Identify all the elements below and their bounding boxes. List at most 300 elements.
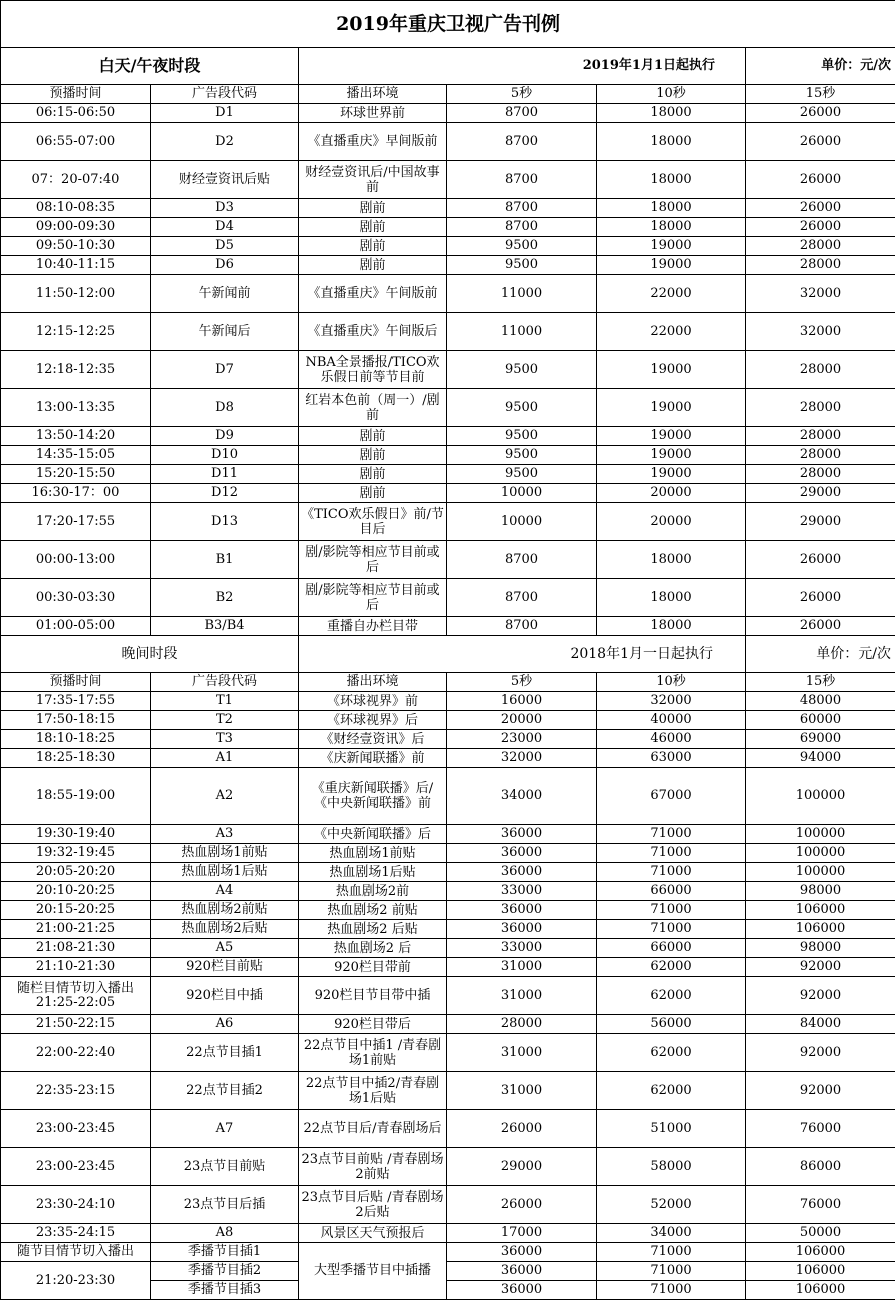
row-environment: 剧/影院等相应节目前或后 — [299, 579, 447, 617]
row-price-5s: 31000 — [447, 977, 597, 1015]
row-environment: 环球世界前 — [299, 104, 447, 123]
row-time: 06:15-06:50 — [1, 104, 151, 123]
row-code: D13 — [151, 503, 299, 541]
row-time: 23:35-24:15 — [1, 1224, 151, 1243]
night-section-label: 晚间时段 — [1, 636, 299, 673]
row-price-10s: 22000 — [597, 313, 746, 351]
row-price-5s: 36000 — [447, 920, 597, 939]
header-15s: 15秒 — [746, 673, 895, 692]
table-row — [1, 313, 895, 351]
row-time: 09:50-10:30 — [1, 237, 151, 256]
row-time: 12:15-12:25 — [1, 313, 151, 351]
row-price-10s: 18000 — [597, 579, 746, 617]
row-environment: 920栏目带后 — [299, 1015, 447, 1034]
row-environment: 920栏目节目带中插 — [299, 977, 447, 1015]
row-price-10s: 71000 — [597, 901, 746, 920]
row-code: D12 — [151, 484, 299, 503]
row-environment: 热血剧场1后贴 — [299, 863, 447, 882]
header-environment: 播出环境 — [299, 85, 447, 104]
row-time: 13:50-14:20 — [1, 427, 151, 446]
row-time: 17:50-18:15 — [1, 711, 151, 730]
table-row — [1, 275, 895, 313]
row-time: 20:10-20:25 — [1, 882, 151, 901]
day-unit-price: 单价：元/次 — [746, 48, 895, 85]
row-code: A5 — [151, 939, 299, 958]
row-price-15s: 100000 — [746, 863, 895, 882]
row-code: A1 — [151, 749, 299, 768]
column-header-row — [1, 85, 895, 104]
row-environment: 《TICO欢乐假日》前/节目后 — [299, 503, 447, 541]
row-price-15s: 28000 — [746, 446, 895, 465]
row-price-5s: 9500 — [447, 351, 597, 389]
row-environment: 重播自办栏目带 — [299, 617, 447, 636]
row-code: D4 — [151, 218, 299, 237]
table-row — [1, 711, 895, 730]
row-price-5s: 34000 — [447, 768, 597, 825]
row-price-15s: 26000 — [746, 161, 895, 199]
table-row — [1, 863, 895, 882]
row-code: D3 — [151, 199, 299, 218]
row-environment: NBA全景播报/TICO欢乐假日前等节目前 — [299, 351, 447, 389]
row-environment: 《财经壹资讯》后 — [299, 730, 447, 749]
row-price-5s: 9500 — [447, 237, 597, 256]
row-price-5s: 8700 — [447, 199, 597, 218]
row-code: A4 — [151, 882, 299, 901]
row-time: 22:00-22:40 — [1, 1034, 151, 1072]
row-price-15s: 29000 — [746, 503, 895, 541]
table-row — [1, 237, 895, 256]
row-time: 00:00-13:00 — [1, 541, 151, 579]
page-title: 2019年重庆卫视广告刊例 — [1, 1, 895, 48]
header-code: 广告段代码 — [151, 85, 299, 104]
row-price-15s: 26000 — [746, 579, 895, 617]
table-row — [1, 1072, 895, 1110]
row-price-15s: 84000 — [746, 1015, 895, 1034]
row-price-5s: 28000 — [447, 1015, 597, 1034]
row-price-5s: 9500 — [447, 465, 597, 484]
row-environment: 风景区天气预报后 — [299, 1224, 447, 1243]
row-time: 10:40-11:15 — [1, 256, 151, 275]
row-price-10s: 19000 — [597, 237, 746, 256]
row-time: 21:08-21:30 — [1, 939, 151, 958]
table-row — [1, 939, 895, 958]
row-time: 18:25-18:30 — [1, 749, 151, 768]
row-time: 23:00-23:45 — [1, 1148, 151, 1186]
header-5s: 5秒 — [447, 673, 597, 692]
row-environment: 剧/影院等相应节目前或后 — [299, 541, 447, 579]
row-environment: 22点节目中插2/青春剧场1后贴 — [299, 1072, 447, 1110]
row-code: 财经壹资讯后贴 — [151, 161, 299, 199]
row-environment: 剧前 — [299, 465, 447, 484]
row-code: A7 — [151, 1110, 299, 1148]
row-code: D6 — [151, 256, 299, 275]
row-price-5s: 31000 — [447, 1034, 597, 1072]
row-time: 15:20-15:50 — [1, 465, 151, 484]
table-row — [1, 977, 895, 1015]
season-price-15s: 106000 — [746, 1262, 895, 1281]
row-time: 18:10-18:25 — [1, 730, 151, 749]
row-time: 12:18-12:35 — [1, 351, 151, 389]
row-price-10s: 18000 — [597, 617, 746, 636]
row-code: 热血剧场1前贴 — [151, 844, 299, 863]
row-price-10s: 62000 — [597, 1034, 746, 1072]
row-environment: 《直播重庆》午间版前 — [299, 275, 447, 313]
row-time: 22:35-23:15 — [1, 1072, 151, 1110]
row-price-5s: 33000 — [447, 882, 597, 901]
season-price-15s: 106000 — [746, 1281, 895, 1300]
season-table-row — [1, 1262, 895, 1281]
header-time: 预播时间 — [1, 85, 151, 104]
row-code: A3 — [151, 825, 299, 844]
row-price-10s: 18000 — [597, 541, 746, 579]
row-price-5s: 8700 — [447, 161, 597, 199]
row-time: 21:50-22:15 — [1, 1015, 151, 1034]
row-environment: 剧前 — [299, 199, 447, 218]
table-row — [1, 1224, 895, 1243]
header-15s: 15秒 — [746, 85, 895, 104]
table-row — [1, 104, 895, 123]
row-price-10s: 66000 — [597, 882, 746, 901]
row-price-15s: 60000 — [746, 711, 895, 730]
row-price-5s: 9500 — [447, 256, 597, 275]
row-price-15s: 100000 — [746, 844, 895, 863]
row-price-10s: 22000 — [597, 275, 746, 313]
row-price-15s: 100000 — [746, 825, 895, 844]
row-price-10s: 20000 — [597, 484, 746, 503]
row-price-5s: 36000 — [447, 901, 597, 920]
row-code: T3 — [151, 730, 299, 749]
table-row — [1, 446, 895, 465]
row-price-15s: 98000 — [746, 882, 895, 901]
header-code: 广告段代码 — [151, 673, 299, 692]
night-effective-date: 2018年1月一日起执行 — [299, 636, 746, 673]
row-price-5s: 36000 — [447, 825, 597, 844]
table-row — [1, 749, 895, 768]
row-time: 20:15-20:25 — [1, 901, 151, 920]
row-time: 18:55-19:00 — [1, 768, 151, 825]
row-time: 随栏目情节切入播出 21:25-22:05 — [1, 977, 151, 1015]
row-code: 920栏目中插 — [151, 977, 299, 1015]
row-environment: 23点节目后贴 /青春剧场2后贴 — [299, 1186, 447, 1224]
row-code: 23点节目后插 — [151, 1186, 299, 1224]
day-effective-date: 2019年1月1日起执行 — [299, 48, 746, 85]
row-price-15s: 98000 — [746, 939, 895, 958]
row-time: 00:30-03:30 — [1, 579, 151, 617]
row-price-15s: 28000 — [746, 237, 895, 256]
row-time: 20:05-20:20 — [1, 863, 151, 882]
season-price-5s: 36000 — [447, 1281, 597, 1300]
row-environment: 《环球视界》前 — [299, 692, 447, 711]
row-code: D5 — [151, 237, 299, 256]
day-section-label: 白天/午夜时段 — [1, 48, 299, 85]
night-section-row — [1, 636, 895, 673]
night-unit-price: 单价：元/次 — [746, 636, 895, 673]
row-code: B1 — [151, 541, 299, 579]
row-time: 19:30-19:40 — [1, 825, 151, 844]
season-code: 季播节目插3 — [151, 1281, 299, 1300]
row-environment: 热血剧场1前贴 — [299, 844, 447, 863]
table-row — [1, 503, 895, 541]
row-price-10s: 20000 — [597, 503, 746, 541]
row-price-10s: 52000 — [597, 1186, 746, 1224]
row-environment: 《庆新闻联播》前 — [299, 749, 447, 768]
row-price-15s: 26000 — [746, 123, 895, 161]
row-price-15s: 76000 — [746, 1110, 895, 1148]
row-code: T1 — [151, 692, 299, 711]
row-time: 09:00-09:30 — [1, 218, 151, 237]
row-environment: 23点节目前贴 /青春剧场2前贴 — [299, 1148, 447, 1186]
season-price-10s: 71000 — [597, 1281, 746, 1300]
row-time: 21:00-21:25 — [1, 920, 151, 939]
row-price-10s: 19000 — [597, 446, 746, 465]
row-price-10s: 51000 — [597, 1110, 746, 1148]
row-environment: 剧前 — [299, 446, 447, 465]
row-price-10s: 18000 — [597, 218, 746, 237]
row-environment: 《环球视界》后 — [299, 711, 447, 730]
row-time: 07：20-07:40 — [1, 161, 151, 199]
row-price-15s: 28000 — [746, 389, 895, 427]
row-environment: 热血剧场2前 — [299, 882, 447, 901]
table-row — [1, 541, 895, 579]
header-5s: 5秒 — [447, 85, 597, 104]
row-price-5s: 8700 — [447, 104, 597, 123]
row-time: 13:00-13:35 — [1, 389, 151, 427]
table-row — [1, 1110, 895, 1148]
row-time: 21:10-21:30 — [1, 958, 151, 977]
season-price-10s: 71000 — [597, 1262, 746, 1281]
row-price-5s: 33000 — [447, 939, 597, 958]
row-price-5s: 11000 — [447, 313, 597, 351]
row-time: 06:55-07:00 — [1, 123, 151, 161]
table-row — [1, 1148, 895, 1186]
season-time-range: 21:20-23:30 — [1, 1262, 151, 1300]
table-row — [1, 882, 895, 901]
row-price-15s: 32000 — [746, 275, 895, 313]
row-price-10s: 18000 — [597, 161, 746, 199]
row-price-10s: 32000 — [597, 692, 746, 711]
row-code: 热血剧场1后贴 — [151, 863, 299, 882]
row-price-10s: 19000 — [597, 427, 746, 446]
row-environment: 剧前 — [299, 256, 447, 275]
row-price-15s: 106000 — [746, 901, 895, 920]
season-table-row — [1, 1243, 895, 1262]
row-time: 17:35-17:55 — [1, 692, 151, 711]
row-price-15s: 28000 — [746, 427, 895, 446]
row-price-15s: 86000 — [746, 1148, 895, 1186]
row-environment: 热血剧场2 后贴 — [299, 920, 447, 939]
row-price-15s: 92000 — [746, 1072, 895, 1110]
row-price-15s: 92000 — [746, 958, 895, 977]
row-price-5s: 8700 — [447, 579, 597, 617]
row-price-5s: 11000 — [447, 275, 597, 313]
table-row — [1, 351, 895, 389]
row-price-15s: 26000 — [746, 199, 895, 218]
row-price-5s: 8700 — [447, 218, 597, 237]
row-code: D10 — [151, 446, 299, 465]
table-row — [1, 199, 895, 218]
table-row — [1, 465, 895, 484]
row-code: 22点节目插2 — [151, 1072, 299, 1110]
row-price-10s: 19000 — [597, 465, 746, 484]
table-row — [1, 768, 895, 825]
row-code: D9 — [151, 427, 299, 446]
row-code: 午新闻后 — [151, 313, 299, 351]
row-price-5s: 8700 — [447, 123, 597, 161]
row-price-10s: 62000 — [597, 958, 746, 977]
row-environment: 红岩本色前（周一）/剧前 — [299, 389, 447, 427]
table-row — [1, 730, 895, 749]
row-price-15s: 28000 — [746, 465, 895, 484]
row-price-15s: 28000 — [746, 256, 895, 275]
row-code: A8 — [151, 1224, 299, 1243]
row-price-5s: 10000 — [447, 503, 597, 541]
header-10s: 10秒 — [597, 673, 746, 692]
row-price-15s: 26000 — [746, 218, 895, 237]
row-code: D1 — [151, 104, 299, 123]
row-price-10s: 18000 — [597, 199, 746, 218]
row-price-5s: 9500 — [447, 446, 597, 465]
row-environment: 《重庆新闻联播》后/《中央新闻联播》前 — [299, 768, 447, 825]
row-code: B2 — [151, 579, 299, 617]
table-row — [1, 692, 895, 711]
row-time: 14:35-15:05 — [1, 446, 151, 465]
season-environment: 大型季播节目中插播 — [299, 1243, 447, 1300]
table-row — [1, 161, 895, 199]
row-price-10s: 46000 — [597, 730, 746, 749]
row-price-5s: 26000 — [447, 1186, 597, 1224]
table-row — [1, 901, 895, 920]
row-time: 19:32-19:45 — [1, 844, 151, 863]
row-price-5s: 36000 — [447, 844, 597, 863]
row-price-10s: 62000 — [597, 1072, 746, 1110]
row-price-10s: 56000 — [597, 1015, 746, 1034]
row-price-10s: 67000 — [597, 768, 746, 825]
table-row — [1, 484, 895, 503]
table-row — [1, 256, 895, 275]
row-code: 热血剧场2后贴 — [151, 920, 299, 939]
row-price-5s: 8700 — [447, 617, 597, 636]
row-time: 11:50-12:00 — [1, 275, 151, 313]
season-code: 季播节目插2 — [151, 1262, 299, 1281]
row-code: 午新闻前 — [151, 275, 299, 313]
row-price-15s: 76000 — [746, 1186, 895, 1224]
row-time: 08:10-08:35 — [1, 199, 151, 218]
season-price-10s: 71000 — [597, 1243, 746, 1262]
row-time: 17:20-17:55 — [1, 503, 151, 541]
row-price-10s: 63000 — [597, 749, 746, 768]
row-price-15s: 106000 — [746, 920, 895, 939]
row-price-5s: 10000 — [447, 484, 597, 503]
row-price-15s: 26000 — [746, 617, 895, 636]
header-environment: 播出环境 — [299, 673, 447, 692]
row-price-5s: 26000 — [447, 1110, 597, 1148]
table-row — [1, 123, 895, 161]
row-price-5s: 17000 — [447, 1224, 597, 1243]
row-price-10s: 19000 — [597, 389, 746, 427]
row-price-10s: 62000 — [597, 977, 746, 1015]
table-row — [1, 1015, 895, 1034]
row-code: T2 — [151, 711, 299, 730]
row-price-15s: 94000 — [746, 749, 895, 768]
row-price-10s: 71000 — [597, 844, 746, 863]
row-environment: 《直播重庆》早间版前 — [299, 123, 447, 161]
table-row — [1, 1034, 895, 1072]
row-price-5s: 29000 — [447, 1148, 597, 1186]
row-price-10s: 19000 — [597, 351, 746, 389]
row-code: D11 — [151, 465, 299, 484]
row-environment: 920栏目带前 — [299, 958, 447, 977]
row-time: 23:00-23:45 — [1, 1110, 151, 1148]
row-price-10s: 71000 — [597, 863, 746, 882]
row-code: 热血剧场2前贴 — [151, 901, 299, 920]
season-price-5s: 36000 — [447, 1262, 597, 1281]
row-environment: 《中央新闻联播》后 — [299, 825, 447, 844]
row-price-5s: 9500 — [447, 389, 597, 427]
row-price-5s: 31000 — [447, 958, 597, 977]
row-environment: 热血剧场2 前贴 — [299, 901, 447, 920]
row-code: D2 — [151, 123, 299, 161]
row-price-15s: 26000 — [746, 104, 895, 123]
row-price-10s: 18000 — [597, 104, 746, 123]
season-price-15s: 106000 — [746, 1243, 895, 1262]
row-price-10s: 19000 — [597, 256, 746, 275]
row-price-10s: 58000 — [597, 1148, 746, 1186]
row-price-15s: 50000 — [746, 1224, 895, 1243]
season-code: 季播节目插1 — [151, 1243, 299, 1262]
row-environment: 剧前 — [299, 427, 447, 446]
row-environment: 财经壹资讯后/中国故事前 — [299, 161, 447, 199]
table-row — [1, 958, 895, 977]
row-code: B3/B4 — [151, 617, 299, 636]
table-row — [1, 617, 895, 636]
table-row — [1, 218, 895, 237]
row-environment: 剧前 — [299, 237, 447, 256]
row-code: 22点节目插1 — [151, 1034, 299, 1072]
row-price-5s: 20000 — [447, 711, 597, 730]
season-time-note: 随节目情节切入播出 — [1, 1243, 151, 1262]
row-price-10s: 66000 — [597, 939, 746, 958]
column-header-row — [1, 673, 895, 692]
row-code: 23点节目前贴 — [151, 1148, 299, 1186]
row-price-5s: 31000 — [447, 1072, 597, 1110]
row-environment: 22点节目中插1 /青春剧场1前贴 — [299, 1034, 447, 1072]
row-price-10s: 71000 — [597, 920, 746, 939]
row-price-15s: 28000 — [746, 351, 895, 389]
row-price-5s: 32000 — [447, 749, 597, 768]
table-row — [1, 844, 895, 863]
row-price-10s: 71000 — [597, 825, 746, 844]
row-price-10s: 18000 — [597, 123, 746, 161]
table-row — [1, 579, 895, 617]
row-time: 16:30-17：00 — [1, 484, 151, 503]
row-price-5s: 36000 — [447, 863, 597, 882]
row-code: D8 — [151, 389, 299, 427]
row-code: A6 — [151, 1015, 299, 1034]
row-price-15s: 48000 — [746, 692, 895, 711]
row-price-5s: 16000 — [447, 692, 597, 711]
row-price-15s: 92000 — [746, 977, 895, 1015]
row-time: 23:30-24:10 — [1, 1186, 151, 1224]
table-row — [1, 920, 895, 939]
table-row — [1, 427, 895, 446]
row-environment: 热血剧场2 后 — [299, 939, 447, 958]
row-environment: 22点节目后/青春剧场后 — [299, 1110, 447, 1148]
row-price-15s: 100000 — [746, 768, 895, 825]
table-row — [1, 389, 895, 427]
row-price-5s: 8700 — [447, 541, 597, 579]
row-price-15s: 29000 — [746, 484, 895, 503]
season-price-5s: 36000 — [447, 1243, 597, 1262]
